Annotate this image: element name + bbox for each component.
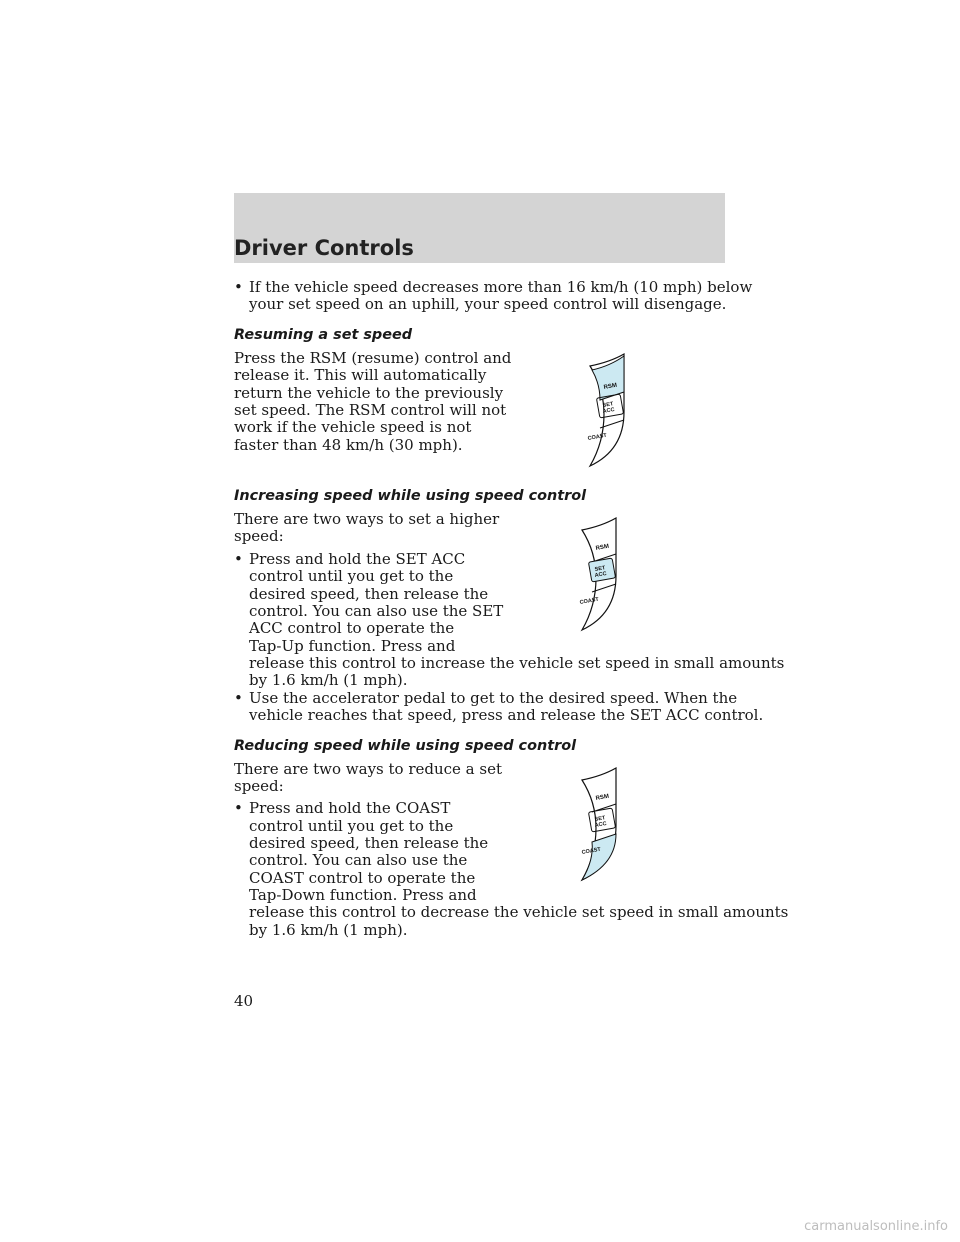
reduce-bullet1-line-1: Press and hold the COAST xyxy=(249,799,451,817)
increase-bullet2-line-2: vehicle reaches that speed, press and release the SET ACC control. xyxy=(249,706,764,724)
heading-increasing-speed: Increasing speed while using speed control xyxy=(234,488,587,504)
set-label: SET xyxy=(602,401,614,409)
intro-bullet-line-1: If the vehicle speed decreases more than 16 km/h (10 mph) below xyxy=(249,278,753,296)
reduce-bullet1-line-4: control. You can also use the xyxy=(249,851,468,869)
page-number: 40 xyxy=(234,992,254,1010)
bullet-symbol: • xyxy=(234,550,243,568)
increase-bullet1-line-1: Press and hold the SET ACC xyxy=(249,550,466,568)
acc-label: ACC xyxy=(594,570,608,579)
bullet-symbol: • xyxy=(234,278,243,296)
reduce-bullet1-tail-2: by 1.6 km/h (1 mph). xyxy=(249,921,408,939)
bullet-symbol: • xyxy=(234,799,243,817)
increase-bullet1-tail-2: by 1.6 km/h (1 mph). xyxy=(249,671,408,689)
resume-line-1: Press the RSM (resume) control and xyxy=(234,349,512,367)
reduce-bullet1-line-2: control until you get to the xyxy=(249,817,454,835)
acc-label: ACC xyxy=(602,406,616,415)
rsm-label: RSM xyxy=(603,382,618,391)
resume-line-2: release it. This will automatically xyxy=(234,366,487,384)
reduce-bullet1-line-5: COAST control to operate the xyxy=(249,869,476,887)
coast-label: COAST xyxy=(579,596,600,606)
acc-label: ACC xyxy=(594,820,608,829)
resume-line-5: work if the vehicle speed is not xyxy=(234,418,472,436)
rsm-label: RSM xyxy=(595,793,610,802)
intro-bullet-line-2: your set speed on an uphill, your speed control will disengage. xyxy=(249,295,727,313)
increase-bullet1-line-2: control until you get to the xyxy=(249,567,454,585)
increase-bullet1-tail-1: release this control to increase the vehicle set speed in small amounts xyxy=(249,654,785,672)
coast-label: COAST xyxy=(581,846,602,856)
speed-control-figure-coast xyxy=(572,764,622,882)
speed-control-figure-rsm xyxy=(580,350,630,468)
resume-line-6: faster than 48 km/h (30 mph). xyxy=(234,436,463,454)
reduce-bullet1-line-3: desired speed, then release the xyxy=(249,834,489,852)
bullet-symbol: • xyxy=(234,689,243,707)
resume-line-4: set speed. The RSM control will not xyxy=(234,401,507,419)
resume-line-3: return the vehicle to the previously xyxy=(234,384,504,402)
speed-control-figure-set-acc xyxy=(572,514,622,632)
increase-bullet2-line-1: Use the accelerator pedal to get to the desired speed. When the xyxy=(249,689,738,707)
rsm-label: RSM xyxy=(595,543,610,552)
coast-label: COAST xyxy=(587,432,608,442)
page-title: Driver Controls xyxy=(234,236,414,260)
increase-intro-line-1: There are two ways to set a higher xyxy=(234,510,500,528)
reduce-intro-line-1: There are two ways to reduce a set xyxy=(234,760,503,778)
increase-bullet1-line-6: Tap-Up function. Press and xyxy=(249,637,456,655)
set-label: SET xyxy=(594,565,606,573)
heading-resuming-set-speed: Resuming a set speed xyxy=(234,327,413,343)
increase-intro-line-2: speed: xyxy=(234,527,284,545)
increase-bullet1-line-4: control. You can also use the SET xyxy=(249,602,504,620)
coast-button-highlight xyxy=(582,834,616,880)
reduce-bullet1-line-6: Tap-Down function. Press and xyxy=(249,886,477,904)
increase-bullet1-line-3: desired speed, then release the xyxy=(249,585,489,603)
set-label: SET xyxy=(594,815,606,823)
reduce-intro-line-2: speed: xyxy=(234,777,284,795)
reduce-bullet1-tail-1: release this control to decrease the vehicle set speed in small amounts xyxy=(249,903,789,921)
increase-bullet1-line-5: ACC control to operate the xyxy=(249,619,455,637)
heading-reducing-speed: Reducing speed while using speed control xyxy=(234,738,577,754)
footer-watermark: carmanualsonline.info xyxy=(804,1219,948,1234)
